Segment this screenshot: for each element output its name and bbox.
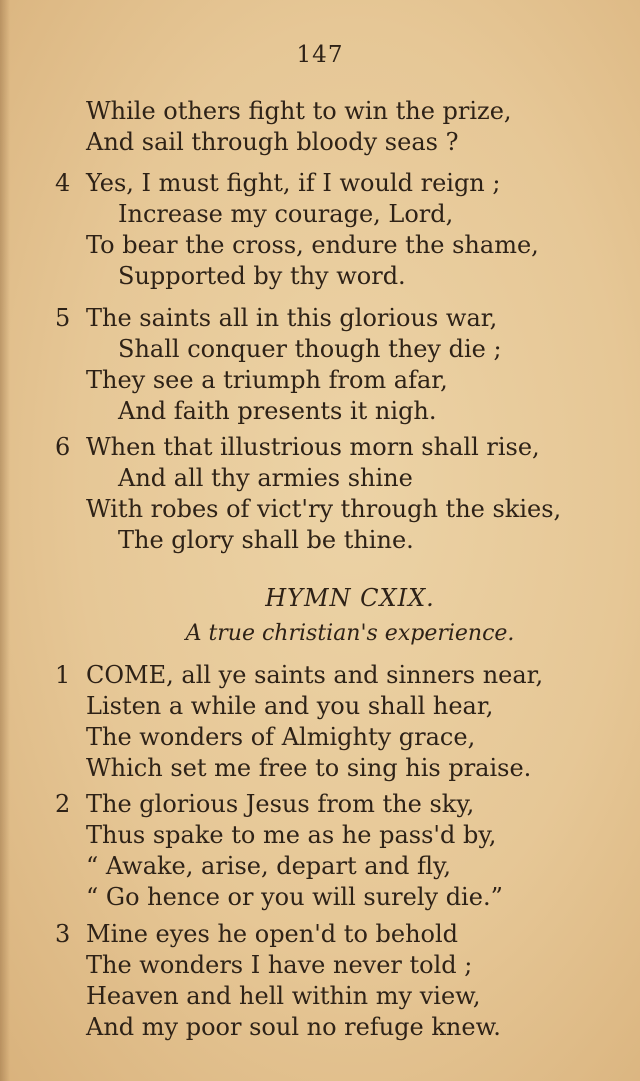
- verse-line: “ Go hence or you will surely die.”: [86, 883, 503, 911]
- verse-line: The wonders I have never told ;: [86, 951, 473, 979]
- stanza-number: 3: [55, 920, 71, 948]
- verse-line: Yes, I must fight, if I would reign ;: [86, 169, 501, 197]
- hymn-subtitle: A true christian's experience.: [185, 621, 515, 646]
- verse-line: Increase my courage, Lord,: [118, 200, 454, 228]
- verse-line: Which set me free to sing his praise.: [86, 754, 532, 782]
- verse-line: And faith presents it nigh.: [118, 397, 437, 425]
- verse-line: With robes of vict'ry through the skies,: [86, 495, 562, 523]
- verse-line: And all thy armies shine: [118, 464, 413, 492]
- verse-line: Supported by thy word.: [118, 262, 406, 290]
- stanza-number: 4: [55, 169, 71, 197]
- verse-line: Listen a while and you shall hear,: [86, 692, 494, 720]
- stanza-number: 2: [55, 790, 71, 818]
- verse-line: “ Awake, arise, depart and fly,: [86, 852, 451, 880]
- verse-line: The saints all in this glorious war,: [86, 304, 498, 332]
- stanza-number: 5: [55, 304, 71, 332]
- stanza-number: 1: [55, 661, 71, 689]
- carryover-line: While others fight to win the prize,: [86, 97, 512, 125]
- hymn-title: HYMN CXIX.: [265, 584, 435, 612]
- verse-line: And my poor soul no refuge knew.: [86, 1013, 501, 1041]
- verse-line: Thus spake to me as he pass'd by,: [86, 821, 497, 849]
- page-number: 147: [296, 42, 344, 68]
- verse-line: The wonders of Almighty grace,: [86, 723, 476, 751]
- verse-line: When that illustrious morn shall rise,: [86, 433, 540, 461]
- page-edge-shadow: [0, 0, 10, 1081]
- verse-line: The glorious Jesus from the sky,: [86, 790, 475, 818]
- stanza-number: 6: [55, 433, 71, 461]
- verse-line: They see a triumph from afar,: [86, 366, 448, 394]
- verse-line: To bear the cross, endure the shame,: [86, 231, 539, 259]
- carryover-line: And sail through bloody seas ?: [86, 128, 459, 156]
- verse-line: The glory shall be thine.: [118, 526, 414, 554]
- verse-line: COME, all ye saints and sinners near,: [86, 661, 544, 689]
- verse-line: Heaven and hell within my view,: [86, 982, 481, 1010]
- verse-line: Mine eyes he open'd to behold: [86, 920, 459, 948]
- verse-line: Shall conquer though they die ;: [118, 335, 502, 363]
